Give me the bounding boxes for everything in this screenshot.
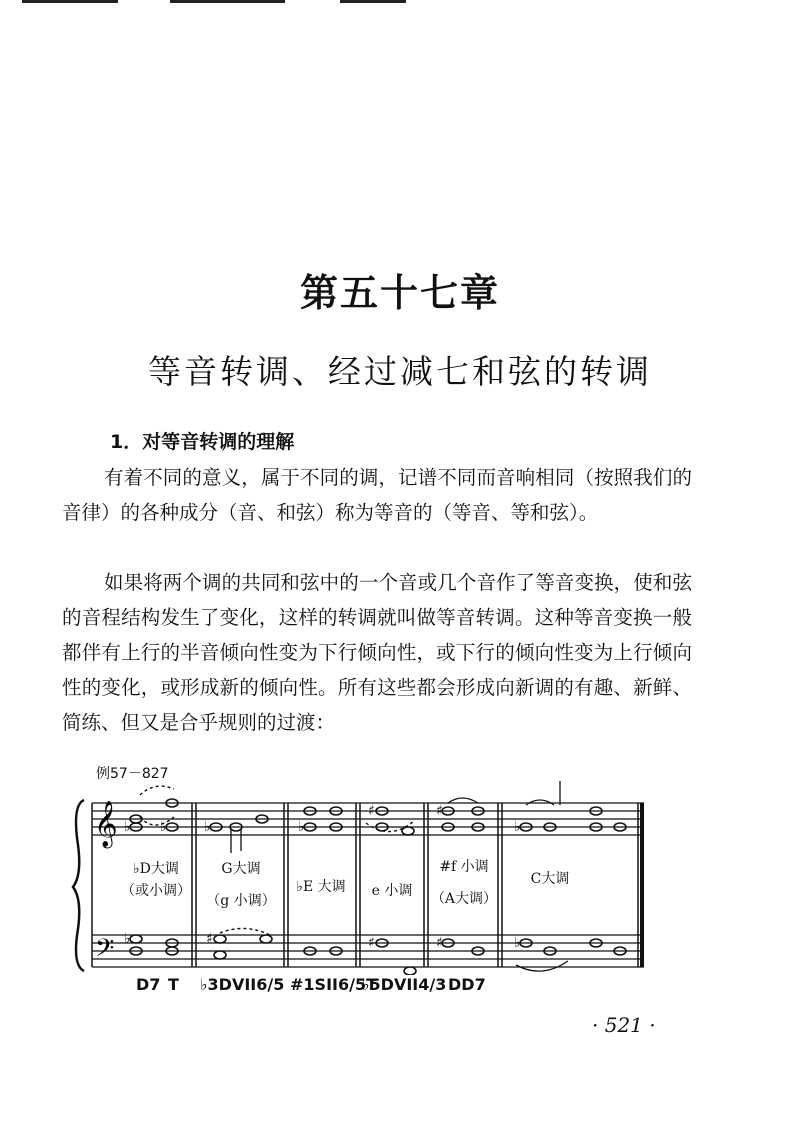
chord-symbol-2: T [168, 975, 179, 994]
key-label-1: ♭D大调 （或小调） [121, 861, 191, 899]
paragraph-2: 如果将两个调的共同和弦中的一个音或几个音作了等音变换，使和弦的音程结构发生了变化，这样的转调就叫做等音转调。这种等音变换一般都伴有上行的半音倾向性变为下行倾向性，或下行的倾向性变为上行倾向性的变化，或形成新的倾向性。所有这些都会形成向新调的有趣、新鲜、简练、但又是合乎规则的过渡： [62, 571, 692, 734]
svg-text:♭: ♭ [124, 819, 131, 835]
key-label-2: G大调 （g 小调） [206, 861, 276, 909]
svg-text:♯: ♯ [436, 935, 443, 951]
chord-symbol-3: ♭3DVII6/5 [200, 975, 285, 994]
key-label-3: ♭E 大调 [296, 879, 346, 895]
chord-symbol-5: ♭5DVII4/3 [362, 975, 447, 994]
key-label-5: #f 小调 （A大调） [430, 859, 498, 907]
page-number: · 521 · [592, 1013, 656, 1037]
svg-text:♯: ♯ [368, 803, 375, 819]
treble-clef-icon: 𝄞 [94, 801, 118, 847]
stems [231, 781, 560, 853]
svg-text:♭: ♭ [160, 819, 167, 835]
chord-symbol-1: D7 [136, 975, 161, 994]
svg-text:♭: ♭ [514, 819, 521, 835]
svg-text:♯: ♯ [206, 931, 213, 947]
svg-text:♭: ♭ [124, 931, 131, 947]
top-rule-left [22, 0, 118, 3]
chord-symbol-4: #1SII6/5T [290, 975, 377, 994]
key-label-4: e 小调 [371, 883, 413, 899]
paragraph-1: 有着不同的意义，属于不同的调，记谱不同而音响相同（按照我们的音律）的各种成分（音、和弦）称为等音的（等音、等和弦）。 [62, 466, 692, 524]
top-rule-right [340, 0, 406, 3]
bass-clef-icon: 𝄢 [95, 934, 115, 969]
top-rule-middle [170, 0, 285, 3]
svg-text:♭: ♭ [298, 819, 305, 835]
final-barline [640, 803, 644, 967]
example-label: 例57－827 [96, 766, 169, 782]
svg-text:♯: ♯ [436, 803, 443, 819]
key-label-6: C大调 [530, 871, 570, 887]
chord-symbol-6: DD7 [448, 975, 486, 994]
chapter-title: 第五十七章 [299, 270, 500, 315]
svg-text:♭: ♭ [514, 935, 521, 951]
brace [73, 800, 84, 971]
svg-text:♭: ♭ [204, 819, 211, 835]
section-heading: 1．对等音转调的理解 [110, 431, 295, 453]
svg-text:♯: ♯ [368, 935, 375, 951]
chapter-subtitle: 等音转调、经过减七和弦的转调 [148, 352, 652, 391]
